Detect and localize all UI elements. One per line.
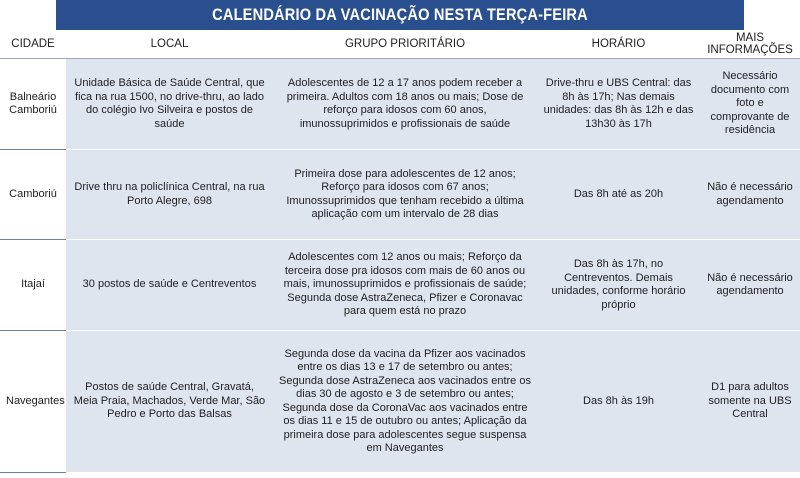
- cell-horario: Das 8h às 19h: [537, 331, 700, 473]
- cell-info: Necessário documento com foto e comprovante de residência: [700, 59, 800, 150]
- cell-local: Postos de saúde Central, Gravatá, Meia Praia, Machados, Verde Mar, São Pedro e Porto das Balsas: [66, 331, 273, 473]
- table-row: [0, 331, 800, 473]
- cell-info: Não é necessário agendamento: [700, 150, 800, 240]
- cell-grupo: Adolescentes com 12 anos ou mais; Reforço da terceira dose pra idosos com mais de 60 anos ou mais, imunossuprimidos e profissionais de saúde; Segunda dose AstraZeneca, Pfizer e Coronavac para quem está no prazo: [273, 240, 537, 331]
- cell-grupo: Segunda dose da vacina da Pfizer aos vacinados entre os dias 13 e 17 de setembro ou antes; Segunda dose AstraZeneca aos vacinados entre os dias 30 de agosto e 3 de setembro ou antes; Segunda dose da CoronaVac aos vacinados entre os dias 11 e 15 de outubro ou antes; Aplicação da primeira dose para adolescentes segue suspensa em Navegantes: [273, 331, 537, 473]
- header-cidade: CIDADE: [0, 30, 66, 59]
- cell-local: Drive thru na policlínica Central, na rua Porto Alegre, 698: [66, 150, 273, 240]
- header-horario: HORÁRIO: [537, 30, 700, 59]
- cell-cidade: Navegantes: [0, 331, 66, 473]
- cell-local: 30 postos de saúde e Centreventos: [66, 240, 273, 331]
- header-info: MAIS INFORMAÇÕES: [700, 30, 800, 59]
- table-row: [0, 150, 800, 240]
- cell-cidade: Itajaí: [0, 240, 66, 331]
- cell-horario: Das 8h às 17h, no Centreventos. Demais unidades, conforme horário próprio: [537, 240, 700, 331]
- cell-cidade: Balneário Camboriú: [0, 59, 66, 150]
- cell-info: D1 para adultos somente na UBS Central: [700, 331, 800, 473]
- cell-horario: Das 8h até as 20h: [537, 150, 700, 240]
- cell-grupo: Primeira dose para adolescentes de 12 anos; Reforço para idosos com 67 anos; Imunossuprimidos que tenham recebido a última aplicação com um intervalo de 28 dias: [273, 150, 537, 240]
- cell-horario: Drive-thru e UBS Central: das 8h às 17h; Nas demais unidades: das 8h às 12h e das 13h30 às 17h: [537, 59, 700, 150]
- cell-cidade: Camboriú: [0, 150, 66, 240]
- table-row: [0, 240, 800, 331]
- header-local: LOCAL: [66, 30, 273, 59]
- table-row: [0, 59, 800, 150]
- page-title: CALENDÁRIO DA VACINAÇÃO NESTA TERÇA-FEIRA: [56, 0, 744, 30]
- header-grupo: GRUPO PRIORITÁRIO: [273, 30, 537, 59]
- cell-local: Unidade Básica de Saúde Central, que fica na rua 1500, no drive-thru, ao lado do colégio Ivo Silveira e postos de saúde: [66, 59, 273, 150]
- cell-grupo: Adolescentes de 12 a 17 anos podem receber a primeira. Adultos com 18 anos ou mais; Dose de reforço para idosos com 60 anos, imunossuprimidos e profissionais de saúde: [273, 59, 537, 150]
- schedule-table: [0, 30, 800, 473]
- cell-info: Não é necessário agendamento: [700, 240, 800, 331]
- header-row: [0, 30, 800, 59]
